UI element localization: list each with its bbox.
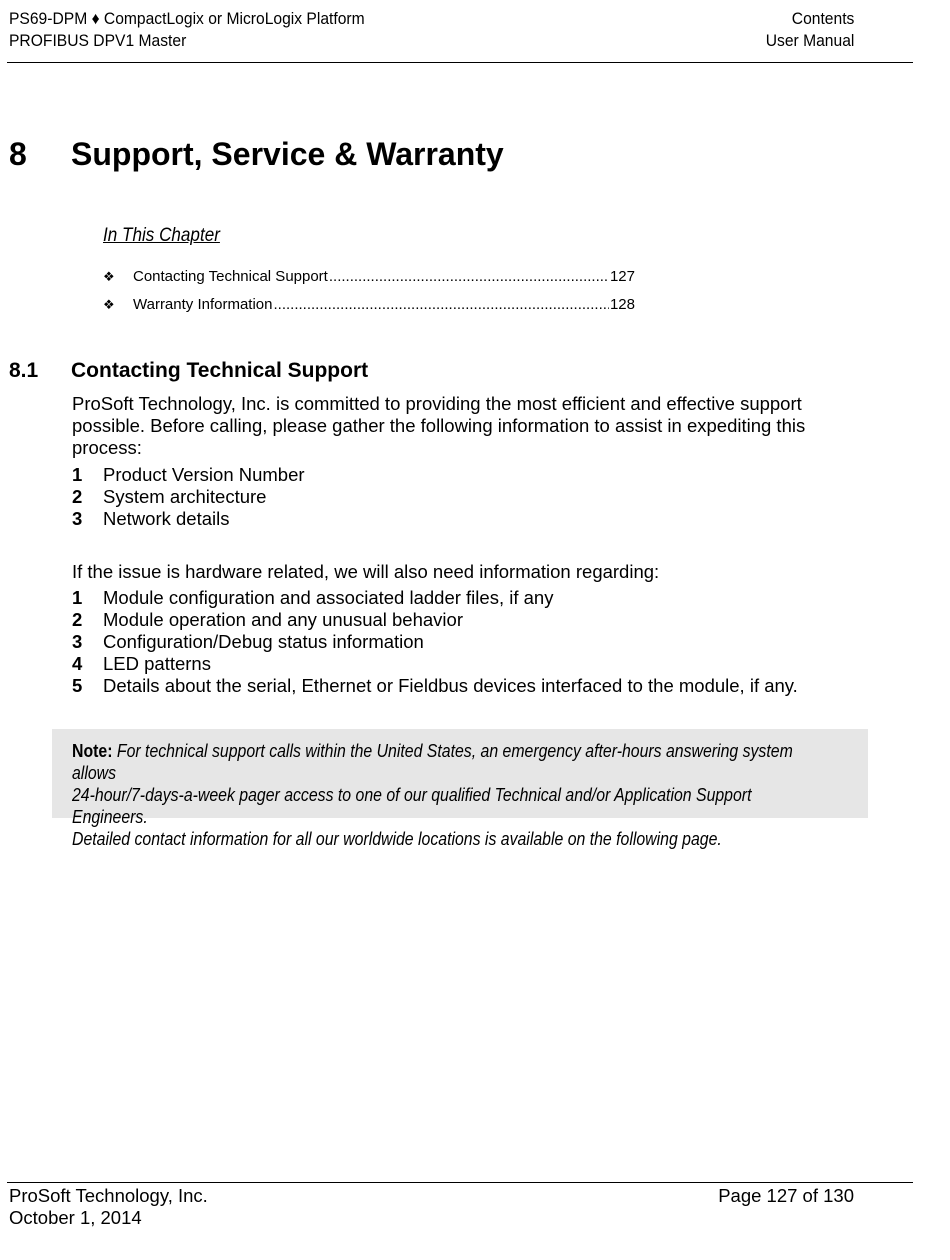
toc-entry[interactable] xyxy=(103,266,635,294)
toc-entry[interactable] xyxy=(103,294,635,322)
list-item xyxy=(72,653,842,675)
list-item-text: Details about the serial, Ethernet or Fieldbus devices interfaced to the module, if any. xyxy=(103,675,798,696)
note-line-2: 24-hour/7-days-a-week pager access to one of our qualified Technical and/or Application Support Engineers. xyxy=(72,785,752,827)
footer-company: ProSoft Technology, Inc. xyxy=(9,1185,208,1206)
header-divider xyxy=(7,62,913,63)
list-item-number: 2 xyxy=(72,609,83,630)
footer-divider xyxy=(7,1182,913,1183)
chapter-number: 8 xyxy=(9,136,27,172)
note-line-1: For technical support calls within the United States, an emergency after-hours answering system allows xyxy=(72,741,793,783)
list-item-number: 3 xyxy=(72,508,83,529)
list-item-text: System architecture xyxy=(103,486,267,507)
list-item-text: Network details xyxy=(103,508,230,529)
list-item-text: Module operation and any unusual behavior xyxy=(103,609,463,630)
note-label: Note: xyxy=(72,741,113,761)
list-item-number: 2 xyxy=(72,486,83,507)
list-item xyxy=(72,587,842,609)
list-item xyxy=(72,508,842,530)
list-item-text: LED patterns xyxy=(103,653,211,674)
chapter-toc xyxy=(103,266,635,322)
footer-left xyxy=(9,1185,208,1229)
header-doc-type: User Manual xyxy=(765,31,854,50)
toc-leader-dots xyxy=(274,294,609,316)
toc-entry-text[interactable]: Warranty Information xyxy=(133,296,273,313)
note-text xyxy=(72,740,811,850)
section-heading xyxy=(9,357,368,385)
info-list xyxy=(72,464,842,530)
list-item-number: 1 xyxy=(72,464,83,485)
list-item-number: 5 xyxy=(72,675,83,696)
list-item-text: Product Version Number xyxy=(103,464,305,485)
header-product-subtitle: PROFIBUS DPV1 Master xyxy=(9,31,187,50)
list-item-text: Module configuration and associated ladder files, if any xyxy=(103,587,554,608)
diamond-bullet-icon: ❖ xyxy=(103,269,115,284)
note-line xyxy=(72,740,811,784)
footer-page-number: Page 127 of 130 xyxy=(718,1185,854,1206)
chapter-title xyxy=(9,134,504,174)
note-box xyxy=(52,729,868,849)
toc-leader-dots xyxy=(329,266,609,288)
list-item xyxy=(72,675,842,697)
header-product-title: PS69-DPM ♦ CompactLogix or MicroLogix Platform xyxy=(9,9,365,28)
footer-date: October 1, 2014 xyxy=(9,1207,142,1228)
intro-paragraph: ProSoft Technology, Inc. is committed to providing the most efficient and effective support possible. Before calling, please gather the following information to assist in expediting this process: xyxy=(72,393,806,458)
section-number: 8.1 xyxy=(9,359,39,382)
list-item-number: 4 xyxy=(72,653,83,674)
toc-entry-page[interactable]: 128 xyxy=(609,296,635,313)
header-right xyxy=(765,8,854,52)
hardware-block xyxy=(72,561,842,697)
list-item-number: 1 xyxy=(72,587,83,608)
list-item-number: 3 xyxy=(72,631,83,652)
header-left xyxy=(9,8,365,52)
note-line-3: Detailed contact information for all our worldwide locations is available on the following page. xyxy=(72,829,722,849)
toc-entry-text[interactable]: Contacting Technical Support xyxy=(133,268,328,285)
toc-entry-page[interactable]: 127 xyxy=(609,268,635,285)
chapter-title-text: Support, Service & Warranty xyxy=(71,136,504,172)
hardware-intro: If the issue is hardware related, we will also need information regarding: xyxy=(72,561,660,582)
list-item xyxy=(72,631,842,653)
diamond-bullet-icon: ❖ xyxy=(103,297,115,312)
section-body xyxy=(72,393,842,530)
list-item xyxy=(72,464,842,486)
in-this-chapter-heading: In This Chapter xyxy=(103,225,220,246)
list-item-text: Configuration/Debug status information xyxy=(103,631,424,652)
section-title: Contacting Technical Support xyxy=(71,359,369,382)
hardware-list xyxy=(72,587,842,697)
list-item xyxy=(72,609,842,631)
header-section-name: Contents xyxy=(791,9,854,28)
list-item xyxy=(72,486,842,508)
